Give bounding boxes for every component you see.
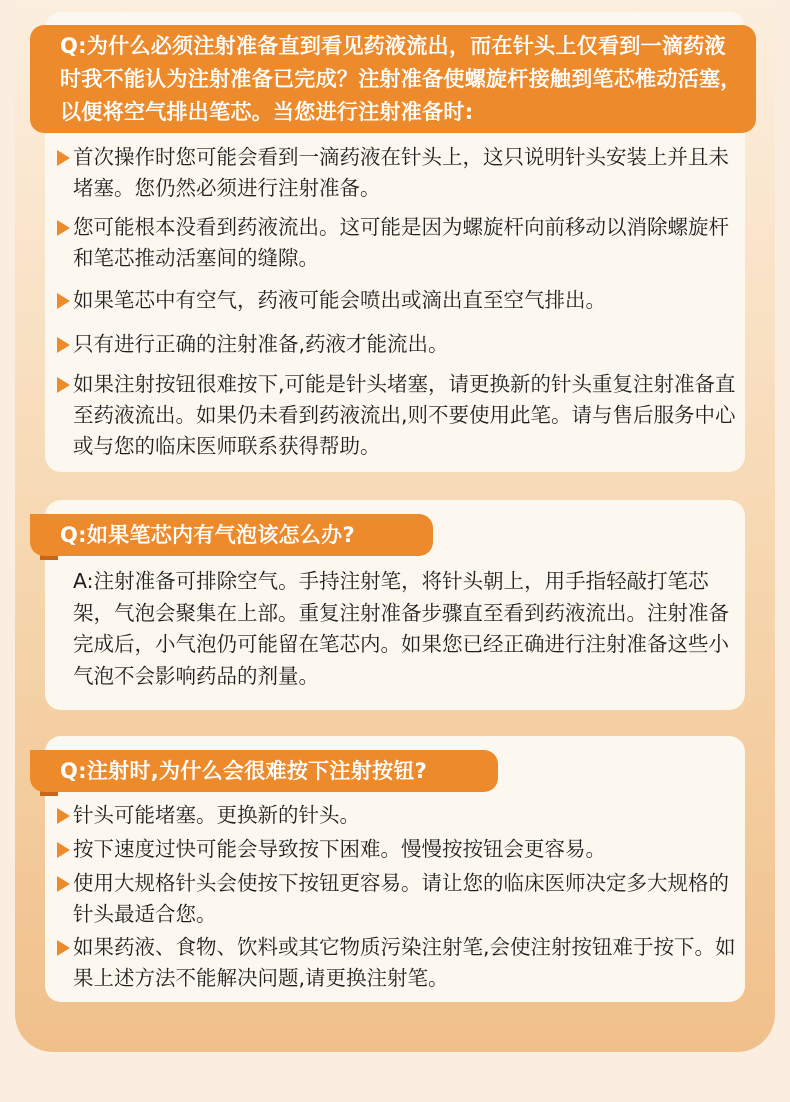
bullet-triangle-icon [57,337,70,353]
list-item: 首次操作时您可能会看到一滴药液在针头上，这只说明针头安装上并且未堵塞。您仍然必须进行注射准备。 [57,142,737,204]
list-item: 只有进行正确的注射准备,药液才能流出。 [57,329,737,360]
bullet-triangle-icon [57,876,70,892]
list-item: 针头可能堵塞。更换新的针头。 [57,800,737,831]
bullet-triangle-icon [57,808,70,824]
bullet-triangle-icon [57,377,70,393]
faq-question-3: Q:注射时,为什么会很难按下注射按钮? [30,750,498,792]
faq-answer-2: A:注射准备可排除空气。手持注射笔，将针头朝上，用手指轻敲打笔芯架，气泡会聚集在上部。重复注射准备步骤直至看到药液流出。注射准备完成后，小气泡仍可能留在笔芯内。如果您已经正确进行注射准备这些小气泡不会影响药品的剂量。 [73,569,729,688]
faq-question-1: Q:为什么必须注射准备直到看见药液流出，而在针头上仅看到一滴药液时我不能认为注射准备已完成？注射准备使螺旋杆接触到笔芯椎动活塞，以便将空气排出笔芯。当您进行注射准备时: [30,25,756,133]
list-item: 如果药液、食物、饮料或其它物质污染注射笔,会使注射按钮难于按下。如果上述方法不能解决问题,请更换注射笔。 [57,932,737,994]
list-item: 您可能根本没看到药液流出。这可能是因为螺旋杆向前移动以消除螺旋杆和笔芯推动活塞间的缝隙。 [57,212,737,274]
bullet-triangle-icon [57,220,70,236]
bullet-triangle-icon [57,293,70,309]
list-item: 使用大规格针头会使按下按钮更容易。请让您的临床医师决定多大规格的针头最适合您。 [57,868,737,930]
bullet-triangle-icon [57,842,70,858]
list-item: 如果笔芯中有空气，药液可能会喷出或滴出直至空气排出。 [57,285,737,316]
bullet-triangle-icon [57,940,70,956]
list-item: 按下速度过快可能会导致按下困难。慢慢按按钮会更容易。 [57,834,737,865]
faq-question-2: Q:如果笔芯内有气泡该怎么办? [30,514,433,556]
list-item: 如果注射按钮很难按下,可能是针头堵塞，请更换新的针头重复注射准备直至药液流出。如果仍未看到药液流出,则不要使用此笔。请与售后服务中心或与您的临床医师联系获得帮助。 [57,369,737,462]
bullet-triangle-icon [57,150,70,166]
